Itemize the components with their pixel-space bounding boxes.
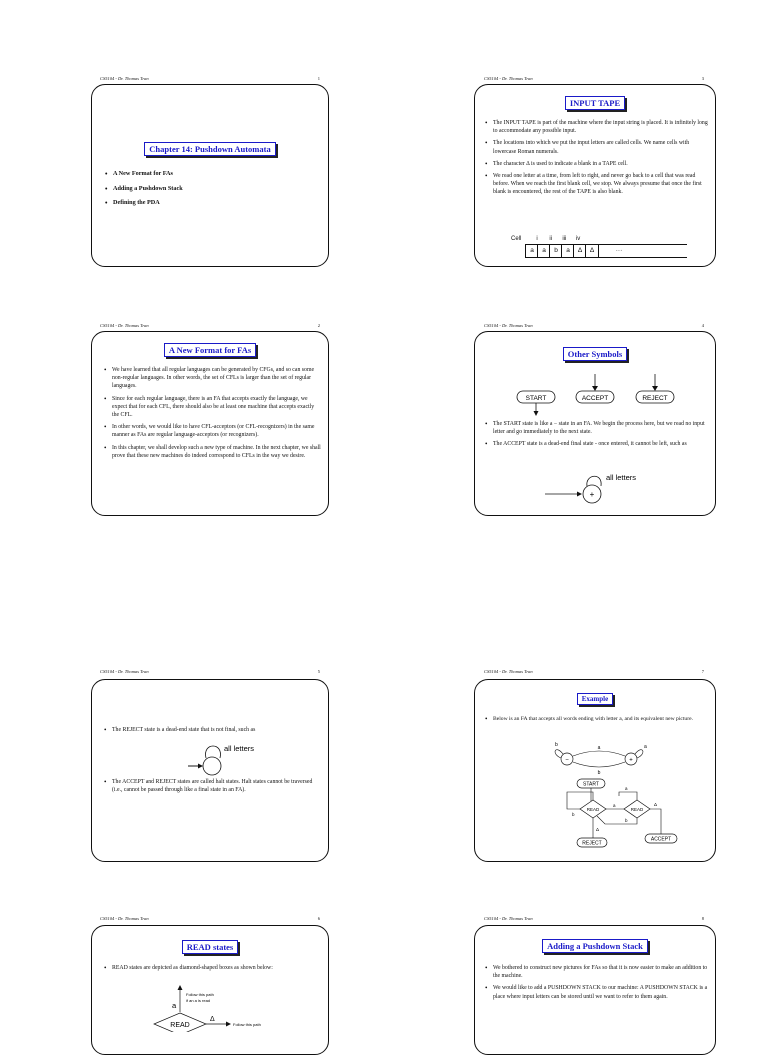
header-text: CS5104 - Dr. Thomas Tran xyxy=(484,76,533,81)
slide-4 xyxy=(474,331,716,516)
bullet-item: • The locations into which we put the input letters are called cells. We name cells with lowercase Roman numerals. xyxy=(485,139,709,155)
final-state-mark: + xyxy=(589,490,595,499)
follow-note-2: if an a is read xyxy=(186,998,211,1003)
header-text: CS5104 - Dr. Thomas Tran xyxy=(100,323,149,328)
bullet-item: • In this chapter, we shall develop such a new type of machine. In the next chapter, we shall prove that these new machines do indeed correspond to CFLs in the way we desire. xyxy=(104,444,322,460)
bullet-item: • READ states are depicted as diamond-shaped boxes as shown below: xyxy=(104,964,322,972)
bullet-item: • We read one letter at a time, from left to right, and never go back to a cell that was read before. When we reach the first blank cell, we stop. We always presume that once the first blank is encountered, the rest of the TAPE is also blank. xyxy=(485,172,709,197)
page-number: 3 xyxy=(701,76,704,81)
bullet-list xyxy=(485,119,709,201)
bullet-item: • We have learned that all regular languages can be generated by CFGs, and so can some non-regular languages. In other words, the set of CFLs is larger than the set of regular languages. xyxy=(104,366,322,391)
tape-ellipsis: ··· xyxy=(615,247,623,254)
header-text: CS5104 - Dr. Thomas Tran xyxy=(100,916,149,921)
edge-label-a: a xyxy=(625,786,628,791)
slide-title: READ states xyxy=(182,940,239,954)
slide-title: A New Format for FAs xyxy=(164,343,256,357)
bullet-item: • A New Format for FAs xyxy=(105,170,315,179)
page-number: 6 xyxy=(317,916,320,921)
reject-label: REJECT xyxy=(582,840,602,847)
bullet-list xyxy=(104,366,322,464)
loop-label: all letters xyxy=(224,744,255,753)
bullet-item: • The character Δ is used to indicate a blank in a TAPE cell. xyxy=(485,160,709,168)
reject-state-label: REJECT xyxy=(642,395,668,402)
cell-label: Cell xyxy=(511,236,522,242)
slide-8 xyxy=(474,925,716,1055)
follow-note-1: Follow this path xyxy=(186,992,214,997)
header-text: CS5104 - Dr. Thomas Tran xyxy=(100,76,149,81)
cell-numeral: i xyxy=(536,236,538,242)
read-label-2: READ xyxy=(630,807,644,812)
slide-title: INPUT TAPE xyxy=(565,96,625,110)
cell-numeral: iii xyxy=(562,236,567,242)
arrow-head xyxy=(592,386,598,391)
bullet-item: • The REJECT state is a dead-end state that is not final, such as xyxy=(104,726,322,734)
delta-label: Δ xyxy=(654,802,658,807)
header-text: CS5104 - Dr. Thomas Tran xyxy=(484,669,533,674)
arrow-head xyxy=(198,764,203,769)
slide-title: Other Symbols xyxy=(563,347,627,361)
edge-label-b: b xyxy=(597,770,601,776)
page-number: 1 xyxy=(317,76,320,81)
cell-numeral-row xyxy=(511,236,584,242)
read-label-1: READ xyxy=(586,807,600,812)
slide-3 xyxy=(474,84,716,267)
tape-cell: Δ xyxy=(585,245,599,257)
reject-state xyxy=(203,757,221,775)
arrow-head xyxy=(652,386,658,391)
accept-label: ACCEPT xyxy=(650,836,672,843)
bullet-item: • Below is an FA that accepts all words ending with letter a, and its equivalent new picture. xyxy=(485,715,711,723)
edge-read2-read1 xyxy=(597,816,637,824)
header-text: CS5104 - Dr. Thomas Tran xyxy=(484,916,533,921)
loop-label-a: a xyxy=(644,744,647,750)
bullet-item: • The ACCEPT state is a dead-end final state - once entered, it cannot be left, such as xyxy=(485,440,711,448)
cell-numeral: ii xyxy=(549,236,553,242)
page-number: 7 xyxy=(701,669,704,674)
fa-edge-a xyxy=(573,751,625,756)
bullet-item: • The INPUT TAPE is part of the machine where the input string is placed. It is infinitely long to accommodate any possible input. xyxy=(485,119,709,135)
header-text: CS5104 - Dr. Thomas Tran xyxy=(484,323,533,328)
bullet-item: • Defining the PDA xyxy=(105,199,315,208)
arrow-head xyxy=(178,985,183,990)
slide-6 xyxy=(91,925,329,1055)
header-text: CS5104 - Dr. Thomas Tran xyxy=(100,669,149,674)
tape-cell: a xyxy=(561,245,574,257)
read-label: READ xyxy=(170,1022,190,1029)
bullet-list xyxy=(105,170,315,214)
page-number: 8 xyxy=(701,916,704,921)
bullet-list xyxy=(104,778,322,798)
slide-7-header xyxy=(484,669,704,679)
slide-7 xyxy=(474,679,716,862)
tape-cell: b xyxy=(549,245,562,257)
arrow-head xyxy=(226,1022,231,1027)
edge-label-b: b xyxy=(625,818,628,823)
tape-cell: Δ xyxy=(573,245,586,257)
self-loop xyxy=(587,476,601,486)
page-number: 4 xyxy=(701,323,704,328)
slide-title: Adding a Pushdown Stack xyxy=(542,939,648,953)
slide-title: Chapter 14: Pushdown Automata xyxy=(144,142,275,156)
loop-label: all letters xyxy=(606,473,637,482)
fa-edge-b xyxy=(573,762,625,767)
bullet-item: • In other words, we would like to have CFL-acceptors (or CFL-recognizers) in the same manner as FAs are regular language-acceptors (or recognizers). xyxy=(104,423,322,439)
edge-label-a: a xyxy=(613,803,616,808)
bullet-list xyxy=(104,964,322,976)
page-number: 2 xyxy=(317,323,320,328)
tape-cell: a xyxy=(537,245,550,257)
bullet-list xyxy=(104,726,322,738)
slide-5 xyxy=(91,679,329,862)
arrow-head xyxy=(534,411,539,416)
start-label: START xyxy=(583,781,599,788)
reject-loop-diagram xyxy=(92,740,329,780)
follow-note-3: Follow this path xyxy=(233,1022,261,1027)
bullet-list xyxy=(485,420,711,453)
edge-label-a: a xyxy=(597,745,601,751)
edge-label-b: b xyxy=(572,812,575,817)
delta-label: Δ xyxy=(596,827,600,832)
accept-loop-diagram xyxy=(475,470,716,515)
slide-title: Example xyxy=(577,693,613,705)
self-loop xyxy=(206,746,221,758)
slide-2 xyxy=(91,331,329,516)
bullet-list xyxy=(485,715,711,727)
input-tape xyxy=(525,244,687,258)
slide-1 xyxy=(91,84,329,267)
letter-a: a xyxy=(172,1001,177,1010)
loop-read2-a xyxy=(619,792,637,800)
page-number: 5 xyxy=(317,669,320,674)
accept-state-label: ACCEPT xyxy=(581,395,609,402)
bullet-item: • We would like to add a PUSHDOWN STACK to our machine: A PUSHDOWN STACK is a place where input letters can be stored until we want to refer to them again. xyxy=(485,984,711,1000)
read-state-diagram xyxy=(92,982,329,1032)
start-state-label: START xyxy=(525,395,547,402)
bullet-item: • Adding a Pushdown Stack xyxy=(105,185,315,194)
minus-label: − xyxy=(565,757,569,764)
example-diagram xyxy=(475,736,716,861)
bullet-item: • Since for each regular language, there is an FA that accepts exactly the language, we expect that for each CFL, there should also be at least one machine that accepts exactly the CFL. xyxy=(104,395,322,420)
tape-cell: a xyxy=(525,245,538,257)
edge-read2-accept xyxy=(650,809,661,834)
arrow-head xyxy=(577,492,582,497)
bullet-item: • We bothered to construct new pictures for FAs so that it is now easier to make an addition to the machine. xyxy=(485,964,711,980)
bullet-item: • The ACCEPT and REJECT states are called halt states. Halt states cannot be traversed (i.e., cannot be passed through like a final state in an FA). xyxy=(104,778,322,794)
loop-label-b: b xyxy=(555,742,558,748)
cell-numeral: iv xyxy=(575,236,581,242)
plus-label: + xyxy=(629,757,633,764)
delta-label: Δ xyxy=(210,1016,215,1023)
bullet-item: • The START state is like a − state in an FA. We begin the process here, but we read no input letter and go immediately to the next state. xyxy=(485,420,711,436)
bullet-list xyxy=(485,964,711,1005)
slide-5-header xyxy=(100,669,320,679)
